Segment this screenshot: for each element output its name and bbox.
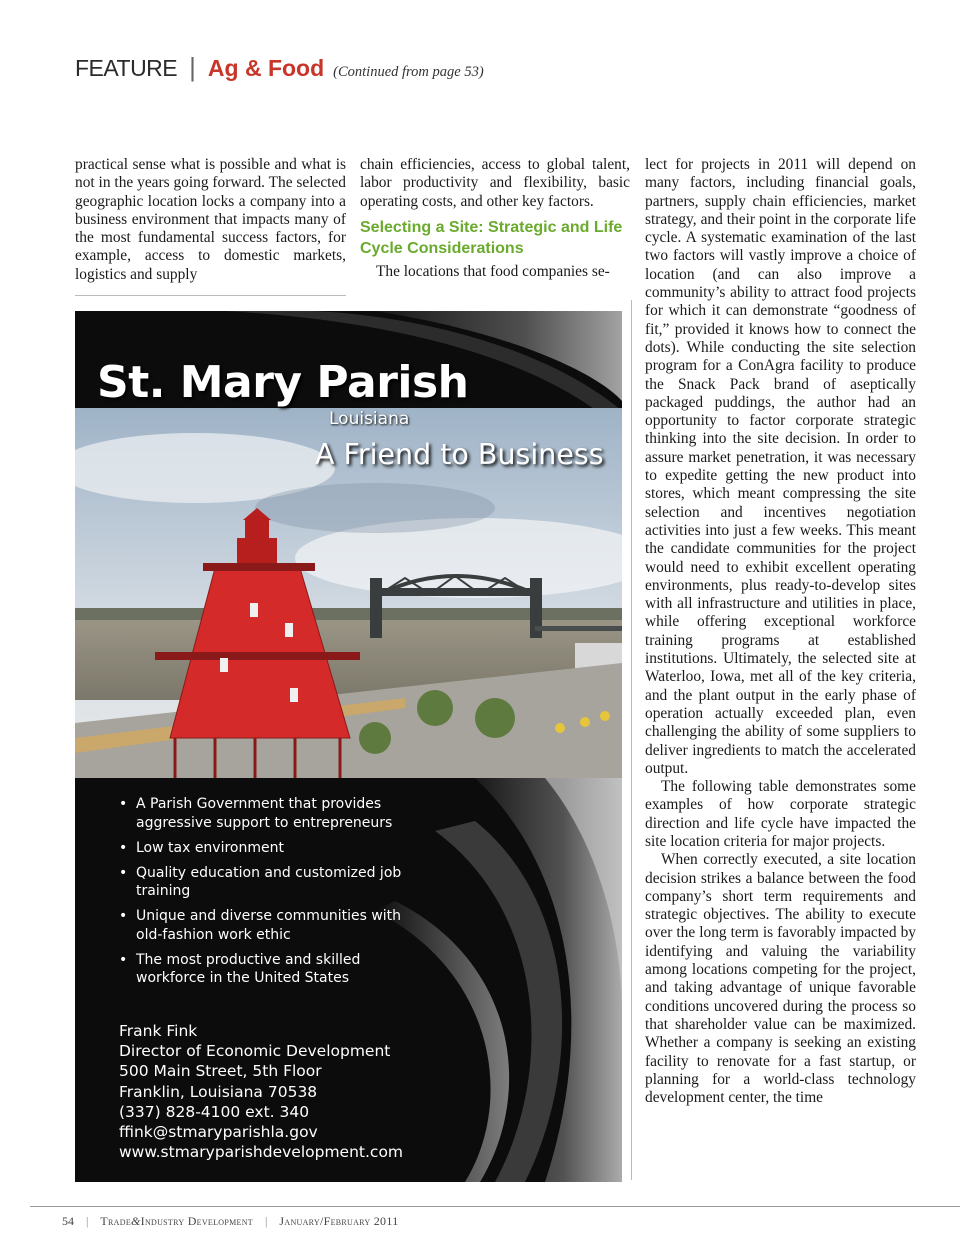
contact-phone: (337) 828-4100 ext. 340	[119, 1102, 310, 1121]
article-paragraph: practical sense what is possible and what is not in the years going forward. The selected geographic location locks a company into a business environment that impacts many of the most fundamental success factors, for example, access to domestic markets, logistics and supply	[75, 156, 346, 283]
contact-name: Frank Fink	[119, 1022, 198, 1040]
column-divider	[631, 300, 632, 1180]
contact-title: Director of Economic Development	[119, 1042, 391, 1061]
list-item: • A Parish Government that provides aggressive support to entrepreneurs	[119, 795, 419, 832]
list-item: • Unique and diverse communities with old-fashion work ethic	[119, 907, 419, 944]
contact-address-line-1: 500 Main Street, 5th Floor	[119, 1062, 322, 1081]
article-paragraph: The locations that food companies se-	[376, 262, 610, 280]
list-item: • Low tax environment	[119, 839, 419, 858]
st-mary-parish-advertisement	[75, 311, 622, 1182]
column-rule	[75, 295, 346, 296]
magazine-ampersand: &	[131, 1214, 141, 1228]
ad-subtitle: Louisiana	[329, 409, 410, 429]
article-column-3	[645, 156, 916, 1107]
article-paragraph: When correctly executed, a site location decision strikes a balance between the food company’s short term requirements and strategic objectives. The ability to execute over the long term is favorably impacted by identifying and valuing the variability among locations competing for the project, and taking advantage of unique favorable conditions uncovered during the process so that shareholder value can be maximized. Whether a company is seeking an existing facility to renovate for a fast startup, or planning for a world-class technology development center, the time	[645, 851, 916, 1107]
contact-website: www.stmaryparishdevelopment.com	[119, 1143, 404, 1162]
section-title: Ag & Food	[207, 55, 325, 81]
list-item: • Quality education and customized job training	[119, 864, 419, 901]
ad-title: St. Mary Parish	[97, 357, 469, 408]
continued-note: (Continued from page 53)	[333, 64, 484, 80]
article-paragraph: lect for projects in 2011 will depend on many factors, including financial goals, partners, supply chain efficiencies, market strategy, and their point in the corporate life cycle. A systematic examination of the last two factors will vastly improve a choice of location (and can also improve a community’s ability to attract food projects for which it can demonstrate “goodness of fit,” provided it knows how to connect the dots). While conducting the site selection program for a ConAgra facility to produce the Snack Pack brand of aseptically packaged puddings, the author had an opportunity to factor corporate strategic thinking into the site decision. In order to assure market penetration, it was necessary to expedite getting the new product into stores, which meant compressing the site selection and incentives negotiation activities into just a few weeks. This meant the candidate communities for the project would need to exhibit excellent operating environments, plus ready-to-develop sites with all infrastructure and utilities in place, while offering exceptional workforce training programs at established institutions. Ultimately, the selected site at Waterloo, Iowa, met all of the key criteria, and the plant output in the early phase of operation actually exceeded plan, even challenging the ability of some suppliers to deliver ingredients to match the accelerated output.	[645, 156, 916, 777]
page-header	[75, 52, 484, 92]
article-column-1	[75, 156, 346, 284]
magazine-name-part: Industry Development	[140, 1214, 253, 1228]
magazine-name	[100, 1214, 253, 1229]
section-subhead: Selecting a Site: Strategic and Life Cycle Considerations	[360, 218, 623, 257]
footer-divider: |	[265, 1214, 268, 1228]
list-item: • The most productive and skilled workforce in the United States	[119, 951, 419, 988]
feature-label: FEATURE	[75, 55, 178, 81]
page-footer	[62, 1214, 399, 1229]
contact-address-line-2: Franklin, Louisiana 70538	[119, 1082, 318, 1101]
ad-benefit-list	[119, 795, 419, 994]
header-divider: |	[189, 52, 196, 82]
footer-rule	[30, 1206, 960, 1207]
article-paragraph: chain efficiencies, access to global talent, labor productivity and flexibility, basic operating costs, and other key factors.	[360, 156, 630, 210]
issue-date: January/February 2011	[279, 1214, 399, 1228]
ad-tagline: A Friend to Business	[315, 438, 604, 471]
ad-contact-block	[119, 1021, 459, 1162]
page-number: 54	[62, 1214, 74, 1228]
article-column-2	[360, 156, 630, 281]
contact-email: ffink@stmaryparishla.gov	[119, 1123, 318, 1142]
article-paragraph: The following table demonstrates some examples of how corporate strategic direction and life cycle have impacted the site location criteria for major projects.	[645, 778, 916, 850]
footer-divider: |	[86, 1214, 89, 1228]
magazine-name-part: Trade	[100, 1214, 132, 1228]
